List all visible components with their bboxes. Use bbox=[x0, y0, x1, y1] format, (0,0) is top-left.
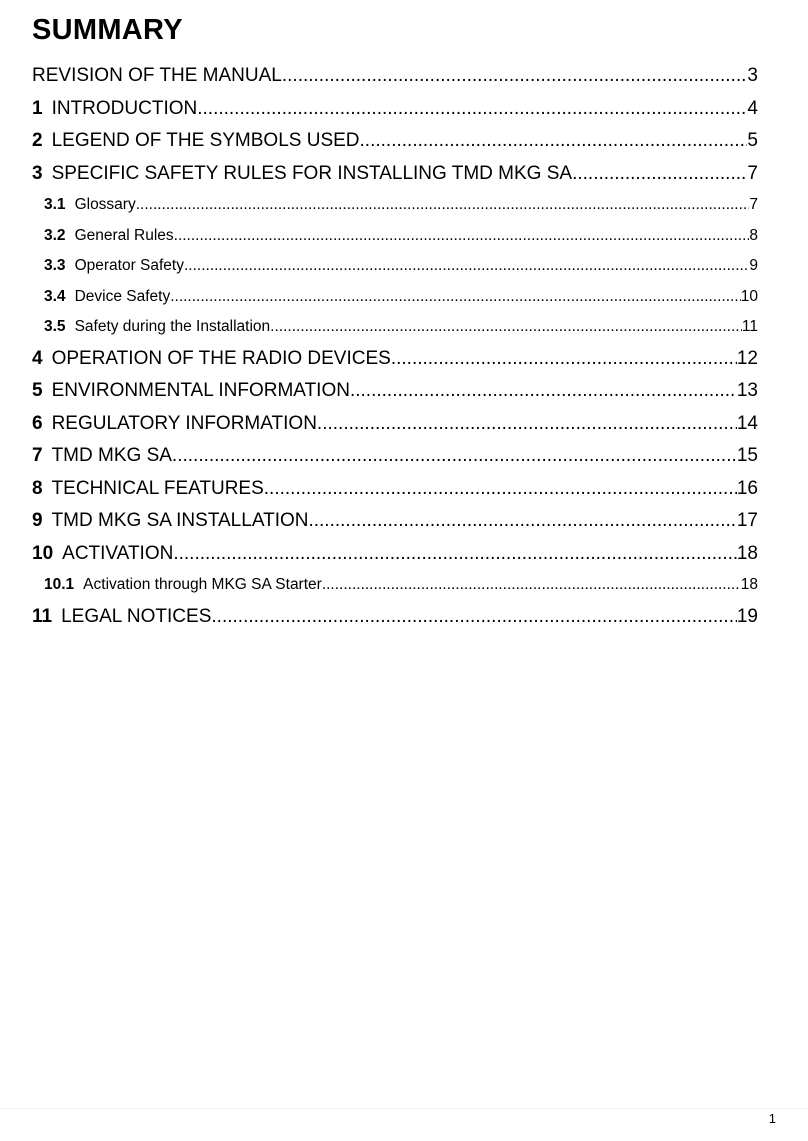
toc-dot-leader bbox=[136, 190, 750, 221]
toc-entry-title: ACTIVATION bbox=[62, 542, 174, 564]
toc-entry-number: 10.1 bbox=[44, 576, 75, 593]
toc-entry-number: 3 bbox=[32, 162, 43, 184]
toc-page-number: 7 bbox=[747, 162, 758, 184]
toc-dot-leader bbox=[360, 125, 748, 158]
toc-page-number: 4 bbox=[747, 97, 758, 119]
toc-entry-11[interactable] bbox=[32, 601, 758, 634]
toc-entry-title: Device Safety bbox=[74, 287, 171, 305]
toc-entry-8[interactable] bbox=[32, 473, 758, 506]
toc-entry-title: REVISION OF THE MANUAL bbox=[32, 65, 282, 86]
toc-page-number: 10 bbox=[740, 287, 758, 305]
toc-dot-leader bbox=[391, 343, 737, 376]
toc-entry-3-5[interactable] bbox=[32, 312, 758, 343]
toc-page-number: 14 bbox=[736, 412, 758, 434]
toc-entry-revision[interactable] bbox=[32, 60, 758, 93]
toc-entry-2[interactable] bbox=[32, 125, 758, 158]
toc-page-number: 12 bbox=[736, 347, 758, 369]
toc-entry-number: 3.1 bbox=[44, 196, 66, 213]
toc-dot-leader bbox=[308, 505, 736, 538]
toc-entry-7[interactable] bbox=[32, 440, 758, 473]
footer-divider bbox=[0, 1108, 808, 1109]
toc-entry-number: 3.3 bbox=[44, 257, 66, 274]
toc-entry-3[interactable] bbox=[32, 158, 758, 191]
toc-entry-3-3[interactable] bbox=[32, 251, 758, 282]
toc-entry-3-1[interactable] bbox=[32, 190, 758, 221]
toc-entry-1[interactable] bbox=[32, 93, 758, 126]
toc-entry-5[interactable] bbox=[32, 375, 758, 408]
toc-entry-title: SPECIFIC SAFETY RULES FOR INSTALLING TMD MKG SA bbox=[51, 162, 573, 184]
toc-dot-leader bbox=[174, 221, 750, 252]
toc-entry-number: 4 bbox=[32, 347, 43, 369]
toc-page-number: 3 bbox=[747, 65, 758, 86]
toc-dot-leader bbox=[184, 251, 749, 282]
toc-entry-number: 2 bbox=[32, 130, 43, 151]
toc-page-number: 15 bbox=[736, 445, 758, 466]
toc-dot-leader bbox=[172, 440, 737, 473]
toc-entry-title: General Rules bbox=[74, 226, 174, 244]
toc-entry-title: TMD MKG SA bbox=[51, 445, 172, 466]
toc-page-number: 19 bbox=[736, 605, 758, 627]
toc-entry-title: TECHNICAL FEATURES bbox=[51, 477, 264, 499]
toc-dot-leader bbox=[572, 158, 747, 191]
toc-entry-number: 11 bbox=[32, 605, 53, 627]
toc-dot-leader bbox=[211, 601, 736, 634]
toc-entry-number: 1 bbox=[32, 97, 43, 119]
toc-dot-leader bbox=[270, 312, 742, 343]
toc-entry-number: 3.2 bbox=[44, 226, 66, 244]
toc-entry-title: Operator Safety bbox=[74, 257, 184, 274]
toc-entry-title: INTRODUCTION bbox=[51, 97, 198, 119]
toc-page-number: 18 bbox=[736, 542, 758, 564]
toc-page-number: 16 bbox=[736, 477, 758, 499]
toc-page-number: 17 bbox=[736, 510, 758, 531]
toc-dot-leader bbox=[282, 60, 748, 93]
toc-entry-3-2[interactable] bbox=[32, 221, 758, 252]
toc-page-number: 9 bbox=[749, 257, 758, 274]
toc-dot-leader bbox=[350, 375, 737, 408]
toc-entry-title: Activation through MKG SA Starter bbox=[83, 576, 322, 593]
toc-page-number: 8 bbox=[749, 226, 758, 244]
toc-page-number: 18 bbox=[740, 576, 758, 593]
toc-entry-number: 3.4 bbox=[44, 287, 66, 305]
toc-entry-number: 6 bbox=[32, 412, 43, 434]
toc-dot-leader bbox=[197, 93, 747, 126]
toc-entry-title: LEGAL NOTICES bbox=[61, 605, 212, 627]
toc-entry-4[interactable] bbox=[32, 343, 758, 376]
toc-entry-number: 9 bbox=[32, 510, 43, 531]
toc-entry-title: LEGEND OF THE SYMBOLS USED bbox=[51, 130, 360, 151]
toc-entry-number: 10 bbox=[32, 542, 54, 564]
toc-entry-number: 3.5 bbox=[44, 318, 66, 335]
toc-entry-title: TMD MKG SA INSTALLATION bbox=[51, 510, 309, 531]
toc-page-number: 13 bbox=[736, 380, 758, 401]
table-of-contents bbox=[32, 60, 758, 633]
toc-entry-title: Safety during the Installation bbox=[74, 318, 271, 335]
toc-dot-leader bbox=[264, 473, 737, 506]
toc-entry-9[interactable] bbox=[32, 505, 758, 538]
toc-entry-3-4[interactable] bbox=[32, 282, 758, 313]
toc-entry-title: OPERATION OF THE RADIO DEVICES bbox=[51, 347, 391, 369]
toc-entry-number: 5 bbox=[32, 380, 43, 401]
toc-entry-title: REGULATORY INFORMATION bbox=[51, 412, 317, 434]
toc-entry-title: Glossary bbox=[74, 196, 136, 213]
page-title: SUMMARY bbox=[32, 14, 183, 46]
toc-entry-6[interactable] bbox=[32, 408, 758, 441]
toc-entry-number: 7 bbox=[32, 445, 43, 466]
toc-entry-10[interactable] bbox=[32, 538, 758, 571]
toc-entry-number: 8 bbox=[32, 477, 43, 499]
toc-page-number: 7 bbox=[749, 196, 758, 213]
toc-dot-leader bbox=[170, 282, 741, 313]
toc-entry-10-1[interactable] bbox=[32, 570, 758, 601]
toc-dot-leader bbox=[317, 408, 737, 441]
toc-dot-leader bbox=[322, 570, 741, 601]
toc-entry-title: ENVIRONMENTAL INFORMATION bbox=[51, 380, 350, 401]
page-number: 1 bbox=[768, 1111, 776, 1126]
toc-page-number: 5 bbox=[747, 130, 758, 151]
toc-page-number: 11 bbox=[741, 318, 758, 335]
toc-dot-leader bbox=[173, 538, 737, 571]
